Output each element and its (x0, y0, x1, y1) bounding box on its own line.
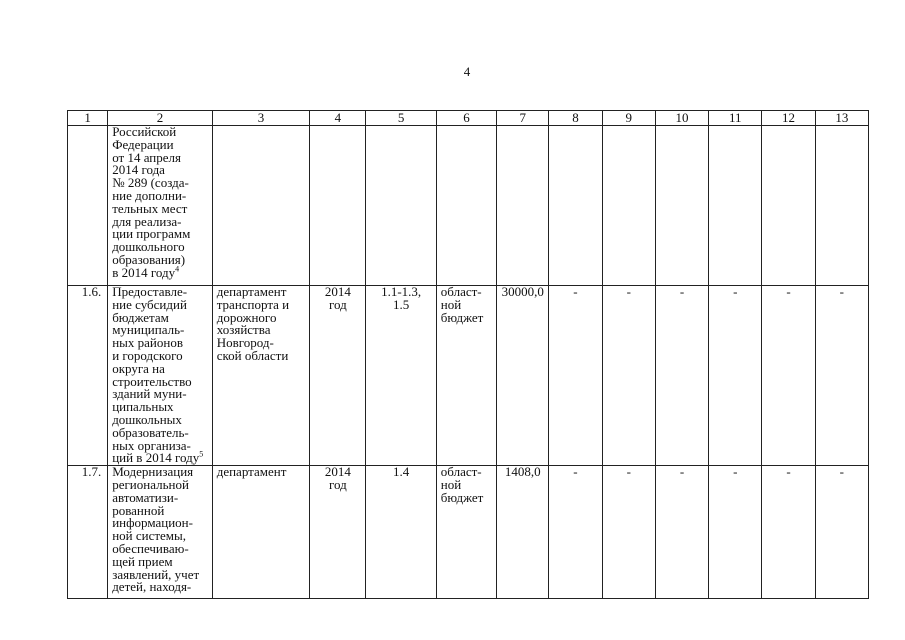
measure-description-line: 2014 года (112, 162, 165, 178)
measure-description-line: для реализа- (112, 213, 182, 229)
measure-description-line: Предоставле- (112, 284, 188, 299)
measure-description-line: строительство (112, 373, 192, 389)
deadline-line: год (328, 296, 347, 312)
funding-source-line: ной (440, 476, 462, 492)
amount-cell (602, 126, 655, 286)
target-indicator (366, 466, 436, 599)
measure-description-line: округа на (112, 360, 165, 376)
target-indicator-line: 1.4 (393, 464, 410, 480)
funding-source-line: ной (440, 296, 462, 312)
deadline-line: год (328, 476, 347, 492)
header-cell: 2 (108, 111, 213, 126)
amount-2014: 30000,0 (497, 286, 549, 466)
measure-description-line: ции программ (112, 226, 191, 242)
measure-description-line: образователь- (112, 424, 189, 440)
deadline-line: 2014 (324, 464, 351, 480)
executor-line: департамент (216, 284, 287, 299)
table-row (68, 286, 869, 466)
measure-description-line: дошкольных (112, 411, 182, 427)
deadline-line: 2014 (324, 284, 351, 299)
measure-description-line-text: ций в 2014 году (112, 450, 200, 466)
header-cell: 12 (762, 111, 815, 126)
executor-line: транспорта и (216, 296, 290, 312)
executor-line: хозяйства (216, 322, 271, 338)
item-number (68, 126, 108, 286)
measure-description-line: Российской (112, 124, 177, 139)
funding-source-line: бюджет (440, 309, 484, 325)
executor-line: департамент (216, 464, 287, 480)
measure-description-line: щей прием (112, 553, 173, 569)
measure-description-line: муниципаль- (112, 322, 185, 338)
measure-description-line: ние субсидий (112, 296, 187, 312)
header-cell: 11 (709, 111, 762, 126)
header-row (68, 111, 869, 126)
header-cell: 10 (655, 111, 708, 126)
measure-description-line: образования) (112, 251, 186, 267)
executor (212, 126, 309, 286)
amount-cell (762, 126, 815, 286)
amount-2014 (497, 126, 549, 286)
amount-cell: - (655, 466, 708, 599)
measure-description-line-text: в 2014 году (112, 264, 176, 280)
measure-description-line: рованной (112, 502, 165, 518)
amount-cell: - (655, 286, 708, 466)
amount-cell: - (602, 466, 655, 599)
funding-source-line: област- (440, 464, 482, 480)
header-cell: 9 (602, 111, 655, 126)
measure-description-line: заявлений, учет (112, 566, 200, 582)
footnote-mark: 4 (175, 264, 180, 274)
measure-description-line: ципальных (112, 399, 174, 415)
amount-cell: - (762, 286, 815, 466)
measure-description-line: и городского (112, 347, 183, 363)
page-number: 4 (463, 64, 471, 79)
header-cell: 3 (212, 111, 309, 126)
measure-description-line: тельных мест (112, 200, 188, 216)
deadline (310, 286, 366, 466)
measure-description-line: ных районов (112, 335, 183, 351)
measure-description-line: информацион- (112, 515, 193, 531)
measure-description-line: Федерации (112, 136, 174, 152)
deadline (310, 466, 366, 599)
measure-description (108, 466, 213, 599)
table-row (68, 466, 869, 599)
target-indicator (366, 126, 436, 286)
amount-cell: - (709, 286, 762, 466)
measure-description-line: автоматизи- (112, 489, 179, 505)
executor-line: Новгород- (216, 335, 274, 351)
measure-description-line: зданий муни- (112, 386, 187, 402)
header-cell: 13 (815, 111, 868, 126)
header-cell: 7 (497, 111, 549, 126)
target-indicator-line: 1.1-1.3, (381, 284, 422, 299)
amount-cell: - (549, 466, 602, 599)
deadline (310, 126, 366, 286)
header-cell: 6 (436, 111, 496, 126)
footnote-mark: 5 (199, 450, 204, 460)
amount-cell (655, 126, 708, 286)
measure-description (108, 286, 213, 466)
executor-line: дорожного (216, 309, 277, 325)
amount-cell (709, 126, 762, 286)
executor-line: ской области (216, 347, 289, 363)
header-cell: 4 (310, 111, 366, 126)
amount-cell: - (815, 286, 868, 466)
header-cell: 1 (68, 111, 108, 126)
measure-description-line: ние дополни- (112, 187, 187, 203)
measure-description-line (112, 264, 209, 280)
measure-description-line: № 289 (созда- (112, 175, 189, 191)
measure-description-line: Модернизация (112, 464, 194, 480)
measure-description-line: ных организа- (112, 437, 191, 453)
amount-cell: - (762, 466, 815, 599)
executor (212, 466, 309, 599)
measure-description-line: региональной (112, 476, 189, 492)
item-number: 1.6. (68, 286, 108, 466)
table-row (68, 126, 869, 286)
funding-source-line: област- (440, 284, 482, 299)
target-indicator-line: 1.5 (393, 296, 410, 312)
funding-source-line: бюджет (440, 489, 484, 505)
funding-source (436, 286, 496, 466)
funding-source (436, 126, 496, 286)
executor (212, 286, 309, 466)
plan-table (67, 110, 869, 599)
amount-cell: - (602, 286, 655, 466)
measure-description-line: детей, находя- (112, 579, 192, 595)
measure-description-line: ной системы, (112, 528, 187, 544)
header-cell: 5 (366, 111, 436, 126)
target-indicator (366, 286, 436, 466)
measure-description-line: дошкольного (112, 239, 185, 255)
amount-cell (549, 126, 602, 286)
amount-cell: - (709, 466, 762, 599)
amount-cell: - (549, 286, 602, 466)
amount-2014: 1408,0 (497, 466, 549, 599)
amount-cell: - (815, 466, 868, 599)
amount-cell (815, 126, 868, 286)
measure-description-line: обеспечиваю- (112, 540, 189, 556)
measure-description (108, 126, 213, 286)
measure-description-line: от 14 апреля (112, 149, 181, 165)
item-number: 1.7. (68, 466, 108, 599)
header-cell: 8 (549, 111, 602, 126)
funding-source (436, 466, 496, 599)
measure-description-line: бюджетам (112, 309, 169, 325)
